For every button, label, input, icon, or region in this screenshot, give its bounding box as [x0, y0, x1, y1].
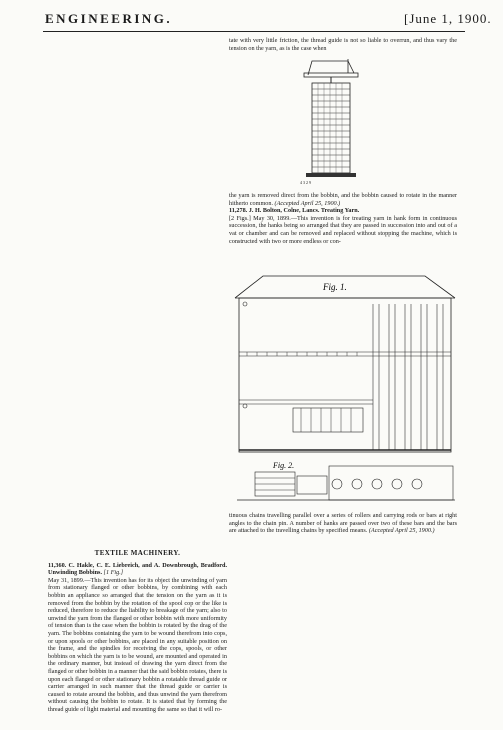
right-column-bottom [229, 512, 457, 535]
right-column-text [229, 192, 457, 245]
section-title: TEXTILE MACHINERY. [94, 549, 181, 557]
patent-body: May 31, 1899.—This invention has for its object the unwinding of yarn from stationary flanged or other bobbins, by combining with each bobbin an appliance so arranged that the tension on the yarn as it is removed from the bobbin by the rotation of the spool cop or the like is reduced, therefore to reduce the liability to breakage of the yarn; also to unwind the yarn from the flanged or other bobbin with more uniformity of tension than is the case when the bobbin is rotated by the drag of the yarn. The bobbins containing the yarn to be wound therefrom into cops, or upon spools or other bobbins, are placed in any suitable position on the frame, and the spindles for receiving the cops, spools, or other bobbins on which the yarn is to be wound, are mounted and operated in the ordinary manner, but instead of drawing the yarn direct from the flanged or other bobbin in a manner that the said bobbin rotates, there is upon each flanged or other stationary bobbin a rotatable thread guide or carrier arranged in such manner that the thread guide or carrier is caused to rotate around the bobbin, and thus unwind the yarn therefrom without causing the bobbin to rotate. It is stated that by forming the thread guide of light material and mounting the same so that it will ro- [48, 576, 227, 713]
patent-title: J. H. Bolton, Colne, Lancs. Treating Yarn. [248, 207, 360, 215]
right-column-intro [229, 37, 457, 52]
patent-number: 11,278. [229, 207, 248, 215]
bottom-text: tinuous chains travelling parallel over a series of rollers and carrying rods or bars at right angles to the chain pin. A number of hanks are passed over two of these bars and the bars are attached to the travelling chains by specified means. [229, 512, 457, 535]
masthead: ENGINEERING. [45, 11, 173, 26]
treating-yarn-figure [233, 274, 457, 508]
figure-1-caption: 4 3 2 9 [300, 180, 311, 185]
patent-number: 11,360. [48, 561, 67, 569]
after-figure-text: the yarn is removed direct from the bobbin, and the bobbin caused to rotate in the manner hitherto common. [229, 192, 457, 207]
patent-title: C. Hakle, C. E. Liebreich, and A. Downbrough, Bradford. Unwinding Bobbins. [48, 561, 228, 577]
left-column [48, 550, 227, 713]
page-header [0, 0, 503, 34]
header-rule [43, 31, 465, 32]
fig1-label: Fig. 1. [323, 282, 347, 292]
accepted-date: (Accepted April 25, 1900.) [274, 199, 341, 207]
accepted-date-2: (Accepted April 25, 1900.) [368, 527, 435, 535]
bobbin-figure [296, 55, 366, 185]
fig2-label: Fig. 2. [273, 461, 295, 470]
issue-date: [June 1, 1900. [404, 11, 492, 26]
figure-count: [1 Fig.] [103, 569, 124, 577]
patent-text: [2 Figs.] May 30, 1899.—This invention is for treating yarn in hank form in continuous succession, the hanks being so arranged that they are passed in succession into and out of a vat or chamber and can be removed and replaced without stopping the machine, which is constructed with two or more endless or con- [229, 214, 457, 245]
intro-text: tate with very little friction, the thread guide is not so liable to overrun, and thus vary the tension on the yarn, as is the case when [229, 37, 457, 52]
